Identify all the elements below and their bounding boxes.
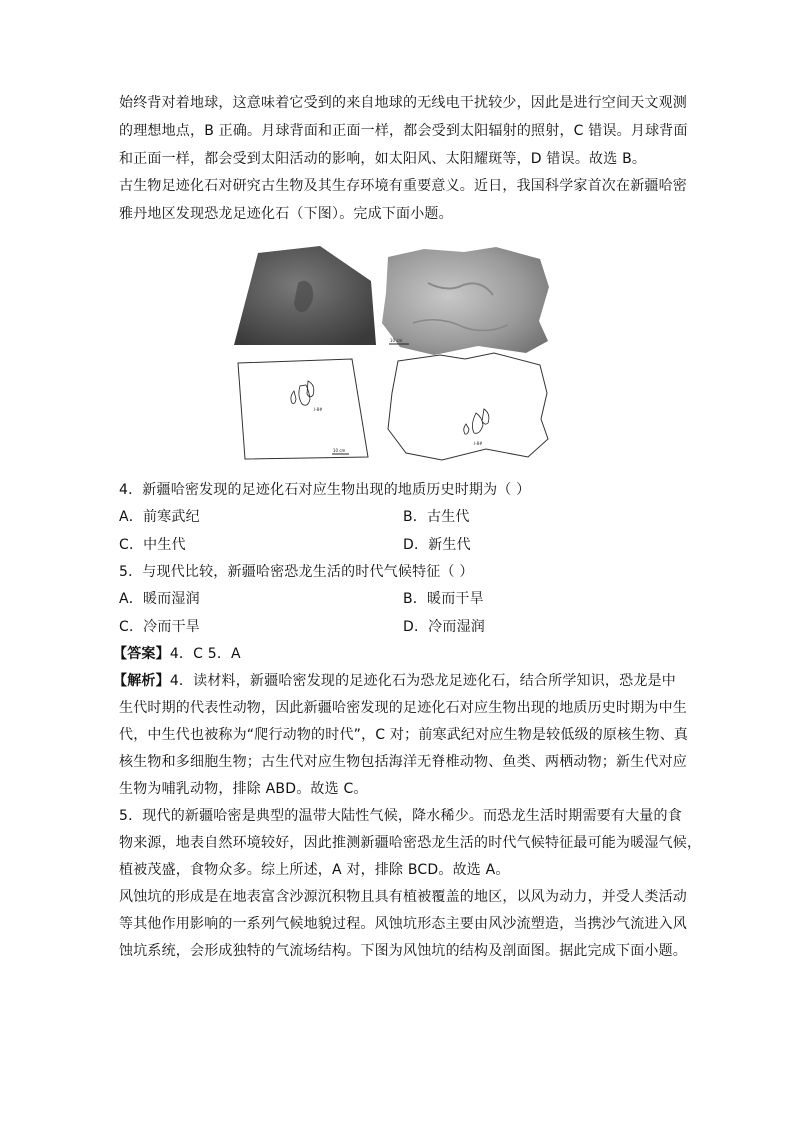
intro-line: 古生物足迹化石对研究古生物及其生存环境有重要意义。近日，我国科学家首次在新疆哈密 <box>119 178 687 194</box>
next-intro-line: 蚀坑系统，会形成独特的气流场结构。下图为风蚀坑的结构及剖面图。据此完成下面小题。 <box>119 943 687 959</box>
analysis-line: 生代时期的代表性动物，因此新疆哈密发现的足迹化石对应生物出现的地质历史时期为中生 <box>119 700 687 716</box>
analysis-text: 4．读材料，新疆哈密发现的足迹化石为恐龙足迹化石，结合所学知识，恐龙是中 <box>169 673 676 689</box>
q4-option-a: A．前寒武纪 <box>119 509 200 525</box>
next-intro-line: 风蚀坑的形成是在地表富含沙源沉积物且具有植被覆盖的地区，以风为动力，并受人类活动 <box>119 889 687 905</box>
outline-drawing-right <box>388 353 548 460</box>
q5-option-a: A．暖而湿润 <box>119 591 200 607</box>
analysis-q5-line: 植被茂盛，食物众多。综上所述，A 对，排除 BCD。故选 A。 <box>119 862 510 878</box>
analysis-label: 【解析】 <box>113 673 170 689</box>
q5-option-c: C．冷而干旱 <box>119 619 200 635</box>
paragraph-line: 的理想地点，B 正确。月球背面和正面一样，都会受到太阳辐射的照射，C 错误。月球背面 <box>119 123 688 139</box>
question-5-stem: 5．与现代比较，新疆哈密恐龙生活的时代气候特征（ ） <box>119 564 474 580</box>
analysis-line: 核生物和多细胞生物；古生代对应生物包括海洋无脊椎动物、鱼类、两栖动物；新生代对应 <box>119 754 687 770</box>
scale-label-1: 10 cm <box>390 338 403 343</box>
q5-option-b: B．暖而干旱 <box>403 591 484 607</box>
intro-line: 雅丹地区发现恐龙足迹化石（下图）。完成下面小题。 <box>119 206 453 222</box>
question-4-stem: 4．新疆哈密发现的足迹化石对应生物出现的地质历史时期为（ ） <box>119 482 531 498</box>
fossil-photo-right <box>382 247 549 355</box>
paragraph-line: 始终背对着地球，这意味着它受到的来自地球的无线电干扰较少，因此是进行空间天文观测 <box>119 95 687 111</box>
q5-option-d: D．冷而湿润 <box>403 619 485 635</box>
analysis-line: 生物为哺乳动物，排除 ABD。故选 C。 <box>119 781 368 797</box>
track-label-2: I-8# <box>474 441 483 446</box>
q4-option-d: D．新生代 <box>403 537 471 553</box>
scale-label-2: 10 cm <box>333 448 346 453</box>
answer-label: 【答案】 <box>113 646 170 662</box>
analysis-q5-line: 5．现代的新疆哈密是典型的温带大陆性气候，降水稀少。而恐龙生活时期需要有大量的食 <box>119 808 682 824</box>
analysis-line: 代，中生代也被称为“爬行动物的时代”，C 对；前寒武纪对应生物是较低级的原核生物、真 <box>119 727 689 743</box>
analysis-line <box>113 671 676 691</box>
outline-drawing-left <box>238 359 368 459</box>
next-intro-line: 等其他作用影响的一系列气候地貌过程。风蚀坑形态主要由风沙流塑造，当携沙气流进入风 <box>119 916 687 932</box>
q4-option-c: C．中生代 <box>119 537 186 553</box>
analysis-q5-line: 物来源，地表自然环境较好，因此推测新疆哈密恐龙生活的时代气候特征最可能为暖湿气候， <box>119 835 702 851</box>
track-label-1: I-8# <box>314 407 323 412</box>
paragraph-line: 和正面一样，都会受到太阳活动的影响，如太阳风、太阳耀斑等，D 错误。故选 B。 <box>119 151 647 167</box>
q4-option-b: B．古生代 <box>403 509 470 525</box>
answer-line <box>113 644 241 664</box>
dinosaur-footprint-figure <box>228 243 558 468</box>
answer-text: 4．C 5．A <box>169 646 241 662</box>
